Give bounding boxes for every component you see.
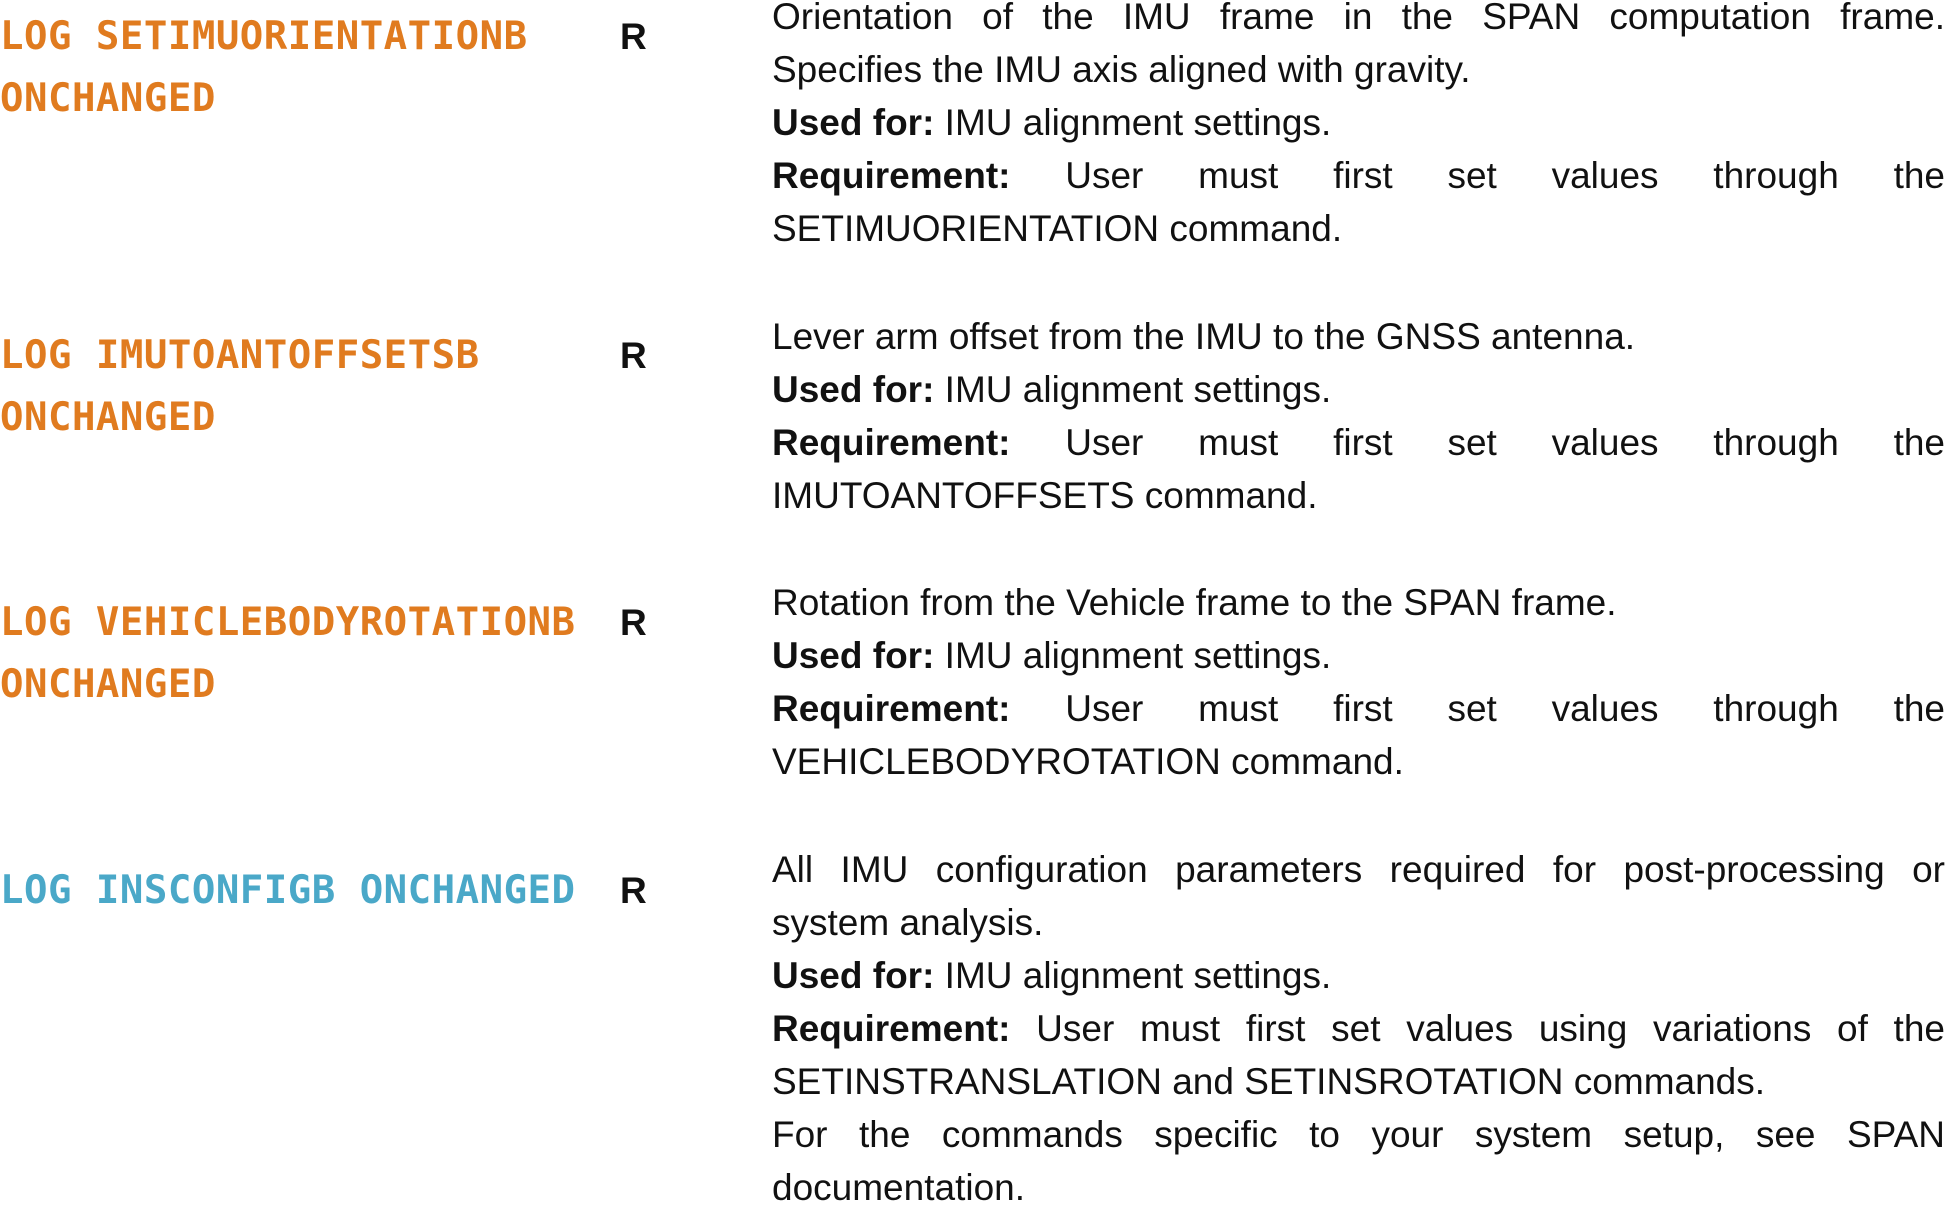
- command-vehiclebodyrotationb: [0, 592, 576, 716]
- description-text: All IMU configuration parameters required for post-processing or system analysis.: [772, 849, 1945, 943]
- requirement-text: User must first set values using variations of the SETINSTRANSLATION and SETINSROTATION commands.: [772, 1008, 1945, 1102]
- command-line-1: LOG VEHICLEBODYROTATIONB: [0, 600, 576, 645]
- command-line-1: LOG SETIMUORIENTATIONB: [0, 14, 528, 59]
- description-setimuorientationb: [772, 0, 1945, 255]
- requirement-label: Requirement:: [772, 155, 1011, 196]
- requirement-label: Requirement:: [772, 422, 1011, 463]
- used-for-text: IMU alignment settings.: [934, 102, 1332, 143]
- used-for-text: IMU alignment settings.: [934, 369, 1332, 410]
- used-for-label: Used for:: [772, 102, 935, 143]
- access-badge: R: [620, 602, 647, 643]
- used-for-label: Used for:: [772, 635, 935, 676]
- used-for-text: IMU alignment settings.: [934, 635, 1332, 676]
- access-badge: R: [620, 870, 647, 911]
- used-for-line: [772, 949, 1945, 1002]
- command-line-2: ONCHANGED: [0, 76, 216, 121]
- requirement-text: User must first set values through the SETIMUORIENTATION command.: [772, 155, 1945, 249]
- description-text: Orientation of the IMU frame in the SPAN computation frame.: [772, 0, 1945, 37]
- description-insconfigb: [772, 843, 1945, 1214]
- description-vehiclebodyrotationb: [772, 576, 1945, 788]
- requirement-label: Requirement:: [772, 688, 1011, 729]
- used-for-label: Used for:: [772, 369, 935, 410]
- access-badge: R: [620, 335, 647, 376]
- command-imutoantoffsetsb: [0, 325, 480, 449]
- description-text-2: Specifies the IMU axis aligned with gravity.: [772, 49, 1471, 90]
- requirement-label: Requirement:: [772, 1008, 1011, 1049]
- command-line-1: LOG IMUTOANTOFFSETSB: [0, 333, 480, 378]
- used-for-line: [772, 363, 1945, 416]
- command-setimuorientationb: [0, 6, 528, 130]
- requirement-text: User must first set values through the VEHICLEBODYROTATION command.: [772, 688, 1945, 782]
- requirement-line: [772, 416, 1945, 522]
- used-for-text: IMU alignment settings.: [934, 955, 1332, 996]
- access-badge: R: [620, 16, 647, 57]
- requirement-line: [772, 149, 1945, 255]
- used-for-line: [772, 629, 1945, 682]
- used-for-line: [772, 96, 1945, 149]
- command-line-2: ONCHANGED: [0, 662, 216, 707]
- command-line-2: ONCHANGED: [0, 395, 216, 440]
- command-line-1: LOG INSCONFIGB ONCHANGED: [0, 868, 576, 913]
- requirement-line: [772, 1002, 1945, 1108]
- description-text: Rotation from the Vehicle frame to the SPAN frame.: [772, 582, 1617, 623]
- description-text: Lever arm offset from the IMU to the GNSS antenna.: [772, 316, 1636, 357]
- requirement-text: User must first set values through the IMUTOANTOFFSETS command.: [772, 422, 1945, 516]
- requirement-line: [772, 682, 1945, 788]
- used-for-label: Used for:: [772, 955, 935, 996]
- command-insconfigb: [0, 860, 576, 922]
- description-imutoantoffsetsb: [772, 310, 1945, 522]
- documentation-note: For the commands specific to your system setup, see SPAN documentation.: [772, 1114, 1945, 1208]
